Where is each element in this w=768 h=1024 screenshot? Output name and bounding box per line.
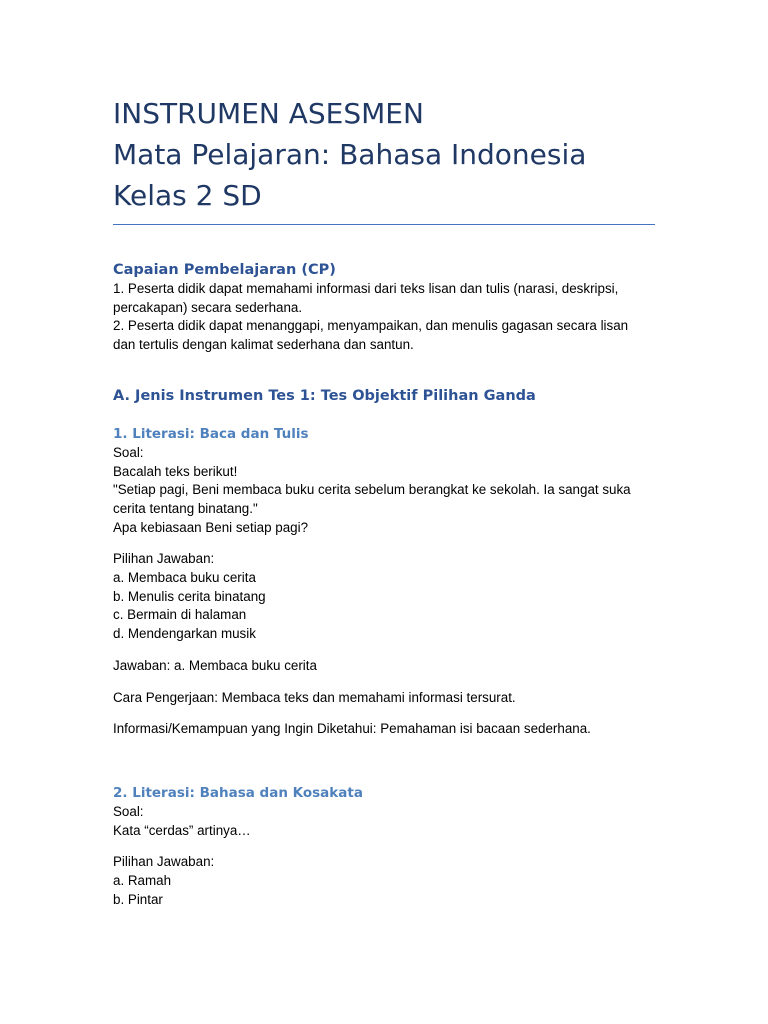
spacer xyxy=(113,644,658,657)
cp-body xyxy=(113,280,658,355)
soal-line: cerita tentang binatang." xyxy=(113,500,258,516)
cp-heading: Capaian Pembelajaran (CP) xyxy=(113,262,336,278)
answer: Jawaban: a. Membaca buku cerita xyxy=(113,657,317,673)
option-c: c. Bermain di halaman xyxy=(113,607,247,623)
spacer xyxy=(113,840,658,853)
option-a: a. Membaca buku cerita xyxy=(113,570,256,586)
options-label: Pilihan Jawaban: xyxy=(113,854,215,870)
title-line-1: INSTRUMEN ASESMEN xyxy=(113,97,424,130)
soal-label: Soal: xyxy=(113,803,144,819)
cp-line: 2. Peserta didik dapat menanggapi, menyampaikan, dan menulis gagasan secara lisan xyxy=(113,318,629,334)
option-d: d. Mendengarkan musik xyxy=(113,626,256,642)
spacer xyxy=(113,707,658,720)
spacer xyxy=(113,537,658,550)
question-1-body xyxy=(113,444,658,739)
options-label: Pilihan Jawaban: xyxy=(113,551,215,567)
question-2-body xyxy=(113,803,658,910)
info: Informasi/Kemampuan yang Ingin Diketahui: Pemahaman isi bacaan sederhana. xyxy=(113,721,591,737)
cp-line: 1. Peserta didik dapat memahami informasi dari teks lisan dan tulis (narasi, deskripsi, xyxy=(113,281,619,296)
cp-line: dan tertulis dengan kalimat sederhana dan santun. xyxy=(113,337,414,353)
document-title xyxy=(113,93,658,216)
title-divider xyxy=(113,224,655,225)
title-line-3: Kelas 2 SD xyxy=(113,179,262,212)
document-page xyxy=(113,93,658,909)
section-a-heading: A. Jenis Instrumen Tes 1: Tes Objektif Pilihan Ganda xyxy=(113,387,536,404)
cp-line: percakapan) secara sederhana. xyxy=(113,299,303,315)
soal-label: Soal: xyxy=(113,444,144,460)
soal-line: Apa kebiasaan Beni setiap pagi? xyxy=(113,519,309,535)
soal-line: Kata “cerdas” artinya… xyxy=(113,822,251,838)
soal-line: "Setiap pagi, Beni membaca buku cerita sebelum berangkat ke sekolah. Ia sangat suka xyxy=(113,482,631,498)
method: Cara Pengerjaan: Membaca teks dan memahami informasi tersurat. xyxy=(113,689,516,705)
option-b: b. Pintar xyxy=(113,891,163,907)
spacer xyxy=(113,676,658,689)
soal-line: Bacalah teks berikut! xyxy=(113,463,238,479)
option-a: a. Ramah xyxy=(113,873,172,889)
title-line-2: Mata Pelajaran: Bahasa Indonesia xyxy=(113,138,587,171)
question-1-heading: 1. Literasi: Baca dan Tulis xyxy=(113,425,309,442)
option-b: b. Menulis cerita binatang xyxy=(113,588,266,604)
question-2-heading: 2. Literasi: Bahasa dan Kosakata xyxy=(113,784,363,801)
